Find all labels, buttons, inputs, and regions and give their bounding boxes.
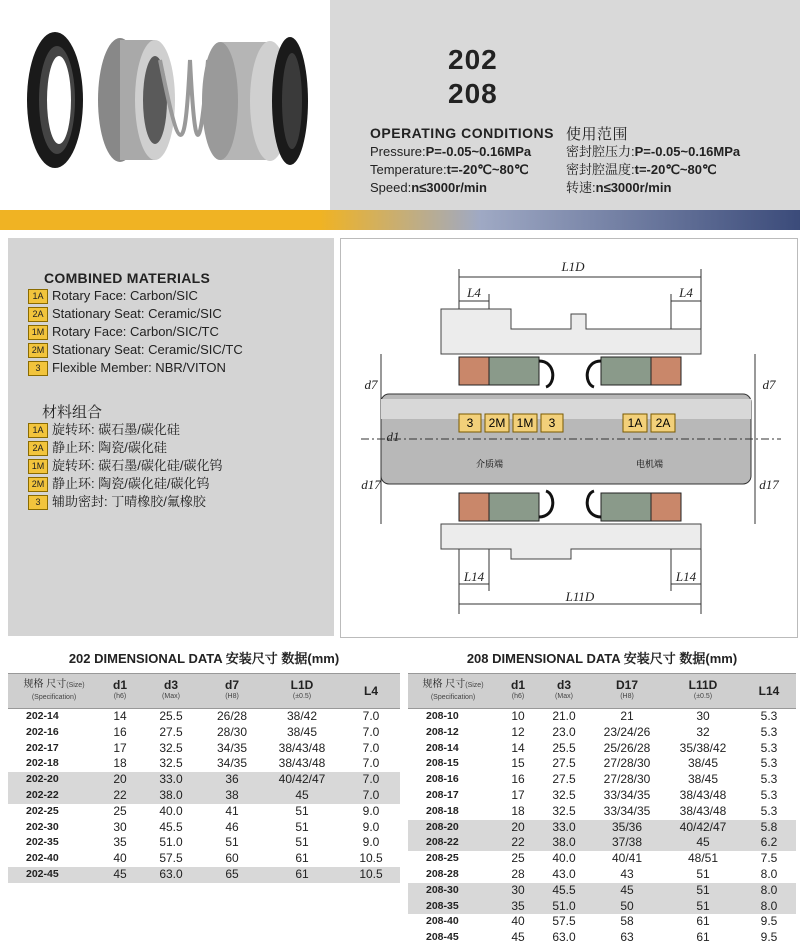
table-cell: 38/45 bbox=[687, 756, 719, 771]
speed-line: Speed:n≤3000r/min bbox=[370, 180, 487, 195]
table-cell: 61 bbox=[295, 851, 309, 866]
table-cell: 45 bbox=[620, 882, 634, 897]
table-row bbox=[8, 741, 400, 757]
table-cell: 40.0 bbox=[159, 803, 183, 818]
spec-cell: 202-22 bbox=[26, 788, 59, 801]
dim-d7-right: d7 bbox=[762, 377, 776, 392]
material-item-cn: 2M 静止环: 陶瓷/碳化硅/碳化钨 bbox=[28, 475, 222, 493]
table-cell: 40 bbox=[113, 851, 127, 866]
spec-header: 规格 尺寸(Size) (Specification) bbox=[422, 678, 484, 701]
table-cell: 35 bbox=[113, 835, 127, 850]
dim-l1d: L1D bbox=[561, 259, 585, 274]
table-cell: 48/51 bbox=[687, 851, 719, 866]
table-cell: 30 bbox=[511, 882, 525, 897]
spec-cell: 202-14 bbox=[26, 710, 59, 722]
material-tag: 1M bbox=[28, 459, 48, 474]
model-number-202: 202 bbox=[448, 44, 498, 75]
table-cell: 16 bbox=[511, 772, 525, 787]
operating-conditions-title: OPERATING CONDITIONS bbox=[370, 125, 554, 141]
material-tag: 2A bbox=[28, 307, 48, 322]
spec-cell: 202-30 bbox=[26, 820, 59, 833]
table-cell: 40/42/47 bbox=[679, 819, 727, 834]
table-cell: 27/28/30 bbox=[603, 772, 651, 787]
spec-cell: 202-40 bbox=[26, 852, 59, 865]
table-cell: 38.0 bbox=[159, 787, 183, 802]
table-cell: 23/24/26 bbox=[603, 724, 651, 739]
speed-line-cn: 转速:n≤3000r/min bbox=[566, 180, 672, 195]
spec-cell: 208-35 bbox=[426, 899, 459, 912]
material-item: 2M Stationary Seat: Ceramic/SIC/TC bbox=[28, 341, 243, 359]
medium-side-label: 介质端 bbox=[476, 459, 504, 469]
col-header: d7 (H8) bbox=[224, 678, 239, 700]
material-item-cn: 1A 旋转环: 碳石墨/碳化硅 bbox=[28, 421, 222, 439]
table-cell: 51 bbox=[696, 866, 710, 881]
table-cell: 7.5 bbox=[760, 851, 778, 866]
table-cell: 46 bbox=[225, 819, 239, 834]
table-cell: 37/38 bbox=[611, 835, 643, 850]
spec-cell: 208-18 bbox=[426, 804, 459, 817]
table-cell: 6.2 bbox=[760, 835, 778, 850]
table-cell: 51 bbox=[696, 898, 710, 913]
spec-cell: 208-25 bbox=[426, 852, 459, 865]
table-cell: 63.0 bbox=[552, 930, 576, 945]
table-cell: 28 bbox=[511, 866, 525, 881]
spec-cell: 208-40 bbox=[426, 915, 459, 928]
table-row bbox=[408, 914, 796, 930]
table-cell: 25/26/28 bbox=[603, 740, 651, 755]
table-cell: 25.5 bbox=[159, 709, 183, 723]
spec-cell: 202-16 bbox=[26, 725, 59, 738]
table-cell: 61 bbox=[696, 930, 710, 945]
table-cell: 40/42/47 bbox=[278, 772, 326, 787]
table-cell: 51 bbox=[225, 835, 239, 850]
table-cell: 33/34/35 bbox=[603, 787, 651, 802]
table-208-header bbox=[408, 674, 796, 709]
table-cell: 5.3 bbox=[760, 787, 778, 802]
table-cell: 35 bbox=[511, 898, 525, 913]
table-cell: 14 bbox=[511, 740, 525, 755]
table-cell: 23.0 bbox=[552, 724, 576, 739]
motor-side-label: 电机端 bbox=[636, 459, 664, 469]
table-cell: 36 bbox=[225, 772, 239, 787]
table-cell: 7.0 bbox=[362, 756, 380, 771]
table-cell: 5.3 bbox=[760, 803, 778, 818]
table-cell: 8.0 bbox=[760, 882, 778, 897]
table-row bbox=[408, 851, 796, 867]
materials-title: COMBINED MATERIALS bbox=[44, 270, 211, 286]
spec-header: 规格 尺寸(Size) (Specification) bbox=[23, 678, 85, 701]
spec-cell: 202-20 bbox=[26, 773, 59, 786]
material-item: 2A Stationary Seat: Ceramic/SIC bbox=[28, 305, 243, 323]
table-cell: 34/35 bbox=[216, 740, 248, 755]
material-tag: 1A bbox=[28, 289, 48, 304]
spec-cell: 208-30 bbox=[426, 883, 459, 896]
diagram-svg bbox=[341, 239, 797, 637]
dim-d17-right: d17 bbox=[759, 477, 779, 492]
table-cell: 17 bbox=[113, 740, 127, 755]
col-header: L11D (±0.5) bbox=[688, 678, 718, 700]
pressure-line: Pressure:P=-0.05~0.16MPa bbox=[370, 144, 532, 159]
spec-cell: 208-15 bbox=[426, 757, 459, 770]
table-cell: 15 bbox=[511, 756, 525, 771]
table-row bbox=[408, 756, 796, 772]
table-cell: 7.0 bbox=[362, 740, 380, 755]
table-cell: 9.0 bbox=[362, 819, 380, 834]
table-cell: 32 bbox=[696, 724, 710, 739]
spec-cell: 208-22 bbox=[426, 836, 459, 849]
material-tag: 1A bbox=[28, 423, 48, 438]
materials-list-cn bbox=[28, 421, 222, 511]
material-item: 1M Rotary Face: Carbon/SIC/TC bbox=[28, 323, 243, 341]
table-row bbox=[408, 741, 796, 757]
table-cell: 34/35 bbox=[216, 756, 248, 771]
dim-d7-left: d7 bbox=[364, 377, 378, 392]
spec-cell: 208-10 bbox=[426, 710, 459, 722]
diagram-tag: 3 bbox=[466, 416, 474, 430]
table-cell: 45.5 bbox=[159, 819, 183, 834]
table-cell: 35/38/42 bbox=[679, 740, 727, 755]
table-cell: 10.5 bbox=[359, 851, 383, 866]
table-cell: 5.3 bbox=[760, 756, 778, 771]
diagram-tag: 3 bbox=[548, 416, 556, 430]
table-202-title: 202 DIMENSIONAL DATA 安装尺寸 数据(mm) bbox=[8, 645, 400, 674]
table-cell: 27/28/30 bbox=[603, 756, 651, 771]
table-cell: 22 bbox=[113, 787, 127, 802]
table-208-body bbox=[408, 709, 796, 946]
diagram-tag: 2A bbox=[655, 416, 671, 430]
material-item: 1A Rotary Face: Carbon/SIC bbox=[28, 287, 243, 305]
table-cell: 7.0 bbox=[362, 724, 380, 739]
combined-materials-panel bbox=[8, 238, 334, 636]
product-photo bbox=[0, 0, 330, 210]
table-cell: 17 bbox=[511, 787, 525, 802]
table-row bbox=[408, 725, 796, 741]
materials-list-en bbox=[28, 287, 243, 377]
table-row bbox=[408, 899, 796, 915]
operating-conditions-title-cn: 使用范围 bbox=[566, 126, 629, 143]
spec-cell: 202-45 bbox=[26, 867, 59, 880]
table-row bbox=[408, 835, 796, 851]
spec-cell: 202-17 bbox=[26, 741, 59, 754]
spec-cell: 202-25 bbox=[26, 804, 59, 817]
table-cell: 10.5 bbox=[359, 866, 383, 881]
table-cell: 9.5 bbox=[760, 930, 778, 945]
table-cell: 16 bbox=[113, 724, 127, 739]
table-cell: 50 bbox=[620, 898, 634, 913]
table-cell: 21.0 bbox=[552, 709, 576, 723]
dim-l4-left: L4 bbox=[467, 285, 481, 300]
table-cell: 38/45 bbox=[286, 724, 318, 739]
table-cell: 26/28 bbox=[216, 709, 248, 723]
table-cell: 51 bbox=[295, 819, 309, 834]
table-cell: 18 bbox=[113, 756, 127, 771]
table-row bbox=[8, 820, 400, 836]
table-cell: 51.0 bbox=[159, 835, 183, 850]
dim-l4-right: L4 bbox=[679, 285, 693, 300]
table-cell: 51 bbox=[295, 803, 309, 818]
table-cell: 20 bbox=[113, 772, 127, 787]
table-row bbox=[8, 756, 400, 772]
table-cell: 43.0 bbox=[552, 866, 576, 881]
seal-photo-illustration bbox=[0, 0, 330, 210]
table-cell: 40 bbox=[511, 914, 525, 929]
col-header: d1 (h6) bbox=[510, 678, 525, 700]
col-header: D17 (H8) bbox=[615, 678, 638, 700]
spec-cell: 208-17 bbox=[426, 788, 459, 801]
table-row bbox=[8, 804, 400, 820]
dim-d1: d1 bbox=[386, 429, 400, 444]
table-cell: 45.5 bbox=[552, 882, 576, 897]
table-cell: 32.5 bbox=[552, 787, 576, 802]
table-cell: 32.5 bbox=[552, 803, 576, 818]
spec-cell: 208-12 bbox=[426, 725, 459, 738]
table-cell: 5.3 bbox=[760, 740, 778, 755]
table-202-header bbox=[8, 674, 400, 709]
diagram-tag: 1M bbox=[516, 416, 534, 430]
table-row bbox=[8, 725, 400, 741]
table-cell: 45 bbox=[295, 787, 309, 802]
table-cell: 40/41 bbox=[611, 851, 643, 866]
table-cell: 12 bbox=[511, 724, 525, 739]
spec-cell: 208-16 bbox=[426, 773, 459, 786]
dimensional-table-202 bbox=[8, 645, 400, 883]
table-cell: 63 bbox=[620, 930, 634, 945]
table-cell: 51 bbox=[295, 835, 309, 850]
table-cell: 43 bbox=[620, 866, 634, 881]
table-row bbox=[8, 867, 400, 883]
table-row bbox=[408, 804, 796, 820]
table-cell: 58 bbox=[620, 914, 634, 929]
table-cell: 8.0 bbox=[760, 898, 778, 913]
diagram-tag: 1A bbox=[627, 416, 643, 430]
table-cell: 25 bbox=[113, 803, 127, 818]
table-cell: 5.3 bbox=[760, 724, 778, 739]
table-row bbox=[8, 709, 400, 725]
col-header: L4 bbox=[363, 684, 378, 698]
table-cell: 9.0 bbox=[362, 835, 380, 850]
table-row bbox=[408, 867, 796, 883]
table-cell: 22 bbox=[511, 835, 525, 850]
table-cell: 33.0 bbox=[552, 819, 576, 834]
table-row bbox=[408, 772, 796, 788]
col-header: d3 (Max) bbox=[555, 678, 573, 700]
spec-cell: 208-20 bbox=[426, 820, 459, 833]
table-cell: 30 bbox=[696, 709, 710, 723]
table-cell: 38/43/48 bbox=[679, 787, 727, 802]
col-header: d3 (Max) bbox=[162, 678, 180, 700]
table-cell: 57.5 bbox=[159, 851, 183, 866]
materials-title-cn: 材料组合 bbox=[42, 404, 103, 421]
material-tag: 1M bbox=[28, 325, 48, 340]
table-cell: 27.5 bbox=[552, 772, 576, 787]
col-header: d1 (h6) bbox=[112, 678, 127, 700]
material-tag: 3 bbox=[28, 361, 48, 376]
material-tag: 2M bbox=[28, 343, 48, 358]
table-cell: 33.0 bbox=[159, 772, 183, 787]
table-cell: 18 bbox=[511, 803, 525, 818]
table-cell: 27.5 bbox=[552, 756, 576, 771]
table-cell: 5.3 bbox=[760, 709, 778, 723]
table-cell: 38/43/48 bbox=[278, 740, 326, 755]
operating-conditions-list-cn bbox=[566, 143, 740, 197]
table-row bbox=[408, 820, 796, 836]
table-cell: 51.0 bbox=[552, 898, 576, 913]
table-cell: 33/34/35 bbox=[603, 803, 651, 818]
table-cell: 38/43/48 bbox=[679, 803, 727, 818]
spec-cell: 208-28 bbox=[426, 867, 459, 880]
table-202-body bbox=[8, 709, 400, 883]
dimensional-table-208 bbox=[408, 645, 796, 946]
table-cell: 35/36 bbox=[611, 819, 643, 834]
operating-conditions-list bbox=[370, 143, 531, 197]
table-cell: 5.8 bbox=[760, 819, 778, 834]
table-cell: 32.5 bbox=[159, 756, 183, 771]
temperature-line: Temperature:t=-20℃~80℃ bbox=[370, 162, 529, 177]
table-cell: 57.5 bbox=[552, 914, 576, 929]
table-cell: 38/42 bbox=[286, 709, 318, 723]
dim-l11d: L11D bbox=[565, 589, 595, 604]
table-cell: 27.5 bbox=[159, 724, 183, 739]
table-row bbox=[8, 772, 400, 788]
table-cell: 38/43/48 bbox=[278, 756, 326, 771]
dim-l14-right: L14 bbox=[675, 569, 697, 584]
table-row bbox=[8, 851, 400, 867]
material-item-cn: 3 辅助密封: 丁晴橡胶/氟橡胶 bbox=[28, 493, 222, 511]
color-stripe bbox=[0, 210, 800, 230]
table-cell: 51 bbox=[696, 882, 710, 897]
table-cell: 30 bbox=[113, 819, 127, 834]
table-208-title: 208 DIMENSIONAL DATA 安装尺寸 数据(mm) bbox=[408, 645, 796, 674]
material-tag: 2A bbox=[28, 441, 48, 456]
table-row bbox=[8, 835, 400, 851]
table-cell: 8.0 bbox=[760, 866, 778, 881]
table-cell: 7.0 bbox=[362, 787, 380, 802]
diagram-tag: 2M bbox=[488, 416, 506, 430]
table-row bbox=[8, 788, 400, 804]
table-cell: 38/45 bbox=[687, 772, 719, 787]
spec-cell: 208-14 bbox=[426, 741, 459, 754]
table-cell: 38 bbox=[225, 787, 239, 802]
table-cell: 61 bbox=[295, 866, 309, 881]
spec-cell: 202-18 bbox=[26, 757, 59, 770]
material-item-cn: 1M 旋转环: 碳石墨/碳化硅/碳化钨 bbox=[28, 457, 222, 475]
table-cell: 45 bbox=[113, 866, 127, 881]
seal-cross-section-diagram bbox=[340, 238, 798, 638]
table-row bbox=[408, 788, 796, 804]
table-cell: 9.0 bbox=[362, 803, 380, 818]
spec-cell: 202-35 bbox=[26, 836, 59, 849]
table-cell: 32.5 bbox=[159, 740, 183, 755]
table-cell: 9.5 bbox=[760, 914, 778, 929]
table-cell: 61 bbox=[696, 914, 710, 929]
table-cell: 65 bbox=[225, 866, 239, 881]
spec-cell: 208-45 bbox=[426, 931, 459, 944]
pressure-line-cn: 密封腔压力:P=-0.05~0.16MPa bbox=[566, 144, 741, 159]
table-cell: 5.3 bbox=[760, 772, 778, 787]
dim-l14-left: L14 bbox=[463, 569, 485, 584]
material-item: 3 Flexible Member: NBR/VITON bbox=[28, 359, 243, 377]
dim-d17-left: d17 bbox=[361, 477, 381, 492]
table-cell: 21 bbox=[620, 709, 634, 723]
table-cell: 40.0 bbox=[552, 851, 576, 866]
col-header: L1D (±0.5) bbox=[290, 678, 314, 700]
table-cell: 25 bbox=[511, 851, 525, 866]
material-tag: 2M bbox=[28, 477, 48, 492]
material-tag: 3 bbox=[28, 495, 48, 510]
table-row bbox=[408, 930, 796, 946]
table-cell: 7.0 bbox=[362, 772, 380, 787]
material-item-cn: 2A 静止环: 陶瓷/碳化硅 bbox=[28, 439, 222, 457]
table-row bbox=[408, 709, 796, 725]
table-row bbox=[408, 883, 796, 899]
table-cell: 63.0 bbox=[159, 866, 183, 881]
table-cell: 25.5 bbox=[552, 740, 576, 755]
temperature-line-cn: 密封腔温度:t=-20℃~80℃ bbox=[566, 162, 717, 177]
col-header: L14 bbox=[758, 684, 780, 698]
table-cell: 38.0 bbox=[552, 835, 576, 850]
model-number-208: 208 bbox=[448, 78, 498, 109]
table-cell: 41 bbox=[225, 803, 239, 818]
table-cell: 28/30 bbox=[216, 724, 248, 739]
table-cell: 45 bbox=[511, 930, 525, 945]
table-cell: 60 bbox=[225, 851, 239, 866]
table-cell: 10 bbox=[511, 709, 525, 723]
table-cell: 45 bbox=[696, 835, 710, 850]
table-cell: 7.0 bbox=[362, 709, 380, 723]
table-cell: 20 bbox=[511, 819, 525, 834]
header-panel bbox=[330, 0, 800, 212]
table-cell: 14 bbox=[113, 709, 127, 723]
